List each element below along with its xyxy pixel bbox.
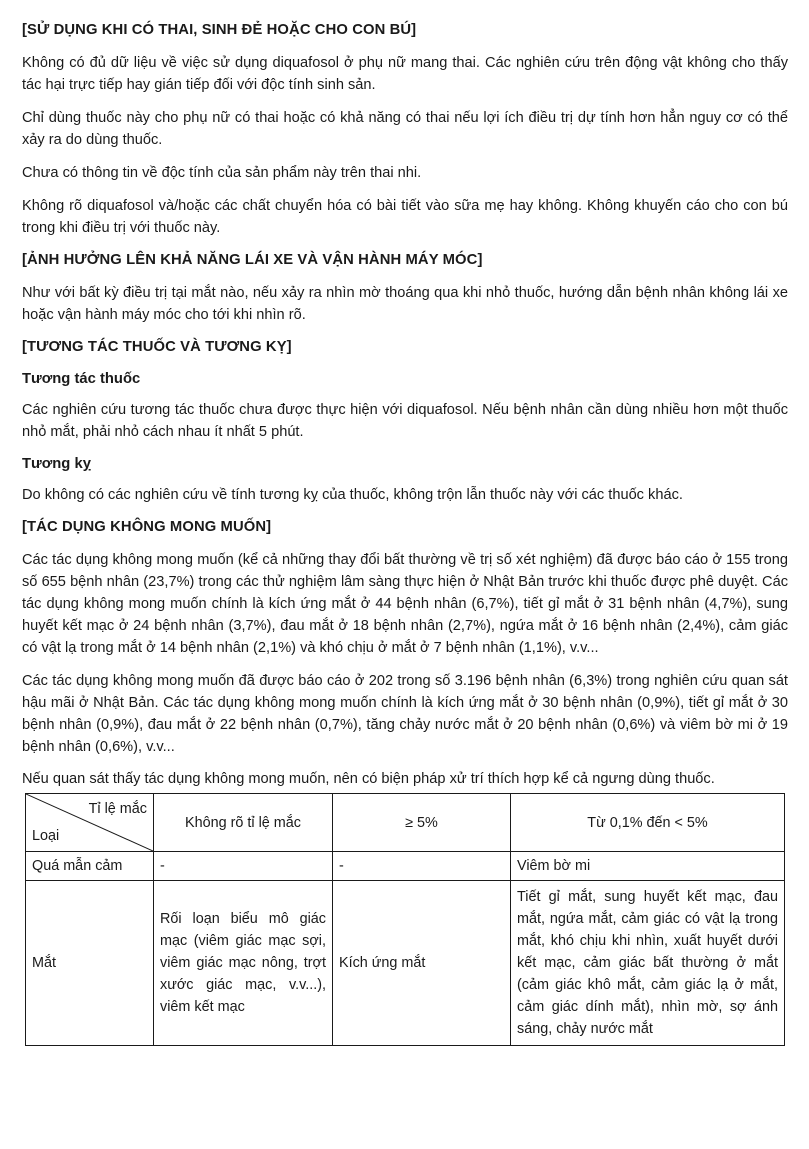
section-heading: [ẢNH HƯỞNG LÊN KHẢ NĂNG LÁI XE VÀ VẬN HÀNH MÁY MÓC] bbox=[22, 252, 483, 268]
subheading-drug-interactions: Tương tác thuốc bbox=[22, 371, 141, 387]
section-pregnancy bbox=[22, 20, 788, 239]
paragraph: Không có đủ dữ liệu về việc sử dụng diquafosol ở phụ nữ mang thai. Các nghiên cứu trên động vật không cho thấy tác hại trực tiếp hay gián tiếp đối với độc tính sinh sản. bbox=[22, 55, 788, 93]
corner-label-type: Loại bbox=[32, 828, 60, 844]
column-header-range: Từ 0,1% đến < 5% bbox=[511, 794, 785, 852]
table-row bbox=[26, 852, 785, 881]
section-interactions bbox=[22, 337, 788, 506]
paragraph: Do không có các nghiên cứu về tính tương kỵ của thuốc, không trộn lẫn thuốc này với các thuốc khác. bbox=[22, 487, 683, 503]
paragraph: Các tác dụng không mong muốn đã được báo cáo ở 202 trong số 3.196 bệnh nhân (6,3%) trong nghiên cứu quan sát hậu mãi ở Nhật Bản. Các tác dụng không mong muốn chính là kích ứng mắt ở 30 bệnh nhân (0,9%), tiết gỉ mắt ở 30 bệnh nhân (0,9%), đau mắt ở 22 bệnh nhân (0,7%), tăng chảy nước mắt ở 20 bệnh nhân (0,6%) và viêm bờ mi ở 19 bệnh nhân (0,6%), v.v... bbox=[22, 673, 788, 755]
section-driving bbox=[22, 250, 788, 326]
cell-unknown: - bbox=[154, 852, 333, 881]
table-row bbox=[26, 881, 785, 1046]
paragraph: Không rõ diquafosol và/hoặc các chất chuyển hóa có bài tiết vào sữa mẹ hay không. Không khuyến cáo cho con bú trong khi điều trị với thuốc này. bbox=[22, 198, 788, 236]
section-adverse-effects bbox=[22, 517, 788, 1046]
cell-range: Viêm bờ mi bbox=[511, 852, 785, 881]
paragraph: Các tác dụng không mong muốn (kể cả những thay đổi bất thường về trị số xét nghiệm) đã được báo cáo ở 155 trong số 655 bệnh nhân (23,7%) trong các thử nghiệm lâm sàng thực hiện ở Nhật Bản trước khi thuốc được phê duyệt. Các tác dụng không mong muốn chính là kích ứng mắt ở 44 bệnh nhân (6,7%), tiết gỉ mắt ở 31 bệnh nhân (4,7%), sung huyết kết mạc ở 24 bệnh nhân (3,7%), đau mắt ở 18 bệnh nhân (2,7%), ngứa mắt ở 16 bệnh nhân (2,4%), cảm giác có vật lạ trong mắt ở 14 bệnh nhân (2,1%) và khó chịu ở mắt ở 7 bệnh nhân (1,1%), v.v... bbox=[22, 552, 788, 656]
paragraph: Chưa có thông tin về độc tính của sản phẩm này trên thai nhi. bbox=[22, 165, 422, 181]
cell-unknown: Rối loạn biểu mô giác mạc (viêm giác mạc sợi, viêm giác mạc nông, trợt xước giác mạc, v.v...), viêm kết mạc bbox=[154, 881, 333, 1046]
table-header-row bbox=[26, 794, 785, 852]
section-heading: [TÁC DỤNG KHÔNG MONG MUỐN] bbox=[22, 519, 272, 535]
paragraph: Như với bất kỳ điều trị tại mắt nào, nếu xảy ra nhìn mờ thoáng qua khi nhỏ thuốc, hướng dẫn bệnh nhân không lái xe hoặc vận hành máy móc cho tới khi nhìn rõ. bbox=[22, 285, 788, 323]
cell-range: Tiết gỉ mắt, sung huyết kết mạc, đau mắt, ngứa mắt, cảm giác có vật lạ trong mắt, khó chịu khi nhìn, xuất huyết dưới kết mạc, cảm giác bất thường ở mắt (cảm giác khô mắt, cảm giác lạ ở mắt, cảm giác dính mắt), nhìn mờ, sợ ánh sáng, chảy nước mắt bbox=[511, 881, 785, 1046]
corner-header-cell bbox=[26, 794, 154, 852]
row-type-cell: Mắt bbox=[26, 881, 154, 1046]
cell-ge5: - bbox=[333, 852, 511, 881]
column-header-unknown: Không rõ tỉ lệ mắc bbox=[154, 794, 333, 852]
section-heading: [TƯƠNG TÁC THUỐC VÀ TƯƠNG KỴ] bbox=[22, 339, 292, 355]
paragraph: Các nghiên cứu tương tác thuốc chưa được thực hiện với diquafosol. Nếu bệnh nhân cần dùng nhiều hơn một thuốc nhỏ mắt, phải nhỏ cách nhau ít nhất 5 phút. bbox=[22, 402, 788, 440]
column-header-ge5: ≥ 5% bbox=[333, 794, 511, 852]
adverse-effects-table bbox=[25, 793, 785, 1046]
paragraph: Chỉ dùng thuốc này cho phụ nữ có thai hoặc có khả năng có thai nếu lợi ích điều trị dự tính hơn hẳn nguy cơ có thể xảy ra do dùng thuốc. bbox=[22, 110, 788, 148]
subheading-incompatibilities: Tương kỵ bbox=[22, 456, 91, 472]
row-type-cell: Quá mẫn cảm bbox=[26, 852, 154, 881]
corner-label-rate: Tỉ lệ mắc bbox=[88, 801, 147, 817]
section-heading: [SỬ DỤNG KHI CÓ THAI, SINH ĐẺ HOẶC CHO CON BÚ] bbox=[22, 22, 417, 38]
cell-ge5: Kích ứng mắt bbox=[333, 881, 511, 1046]
document-page bbox=[22, 20, 788, 1046]
table-intro: Nếu quan sát thấy tác dụng không mong muốn, nên có biện pháp xử trí thích hợp kể cả ngưng dùng thuốc. bbox=[22, 771, 715, 787]
